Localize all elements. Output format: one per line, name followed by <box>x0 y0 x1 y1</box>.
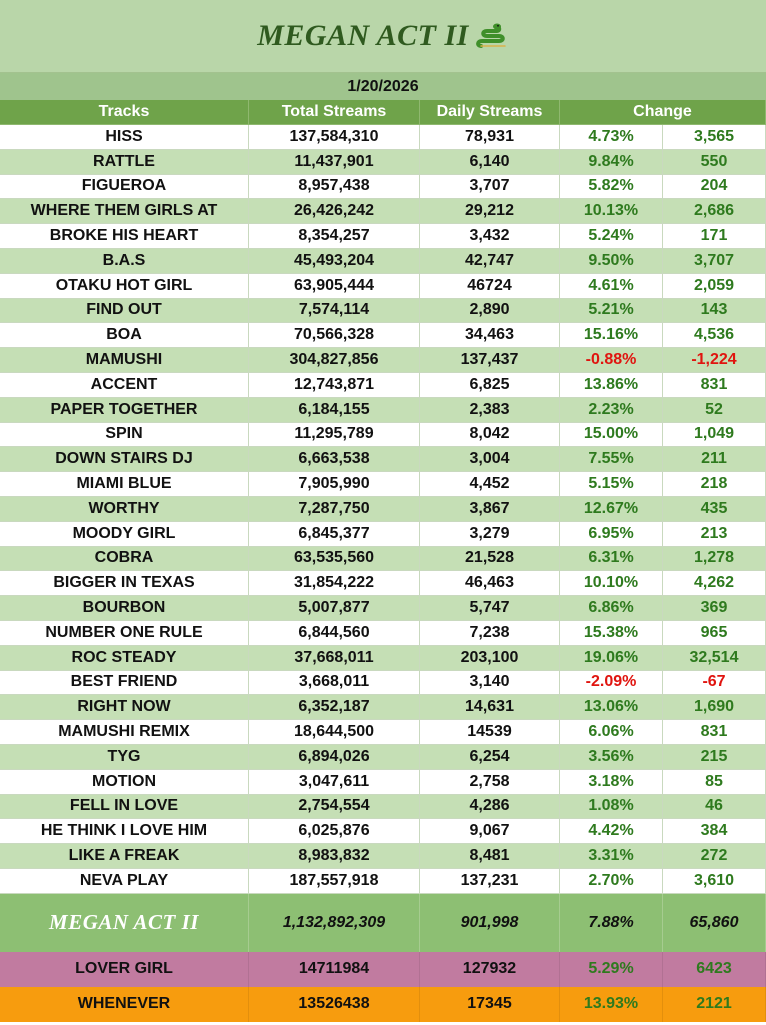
track-name: BIGGER IN TEXAS <box>0 571 249 596</box>
change-pct: 9.50% <box>560 249 663 274</box>
total-streams: 7,287,750 <box>249 497 420 522</box>
page-title: MEGAN ACT II <box>257 19 469 52</box>
total-streams: 11,437,901 <box>249 150 420 175</box>
change-pct: 13.86% <box>560 373 663 398</box>
table-row <box>0 522 766 547</box>
track-name: BOURBON <box>0 596 249 621</box>
table-row <box>0 547 766 572</box>
change-pct: 4.73% <box>560 125 663 150</box>
track-name: FELL IN LOVE <box>0 795 249 820</box>
track-name: WORTHY <box>0 497 249 522</box>
change-delta: 213 <box>663 522 766 547</box>
daily-streams: 3,432 <box>420 224 560 249</box>
total-streams: 304,827,856 <box>249 348 420 373</box>
track-name: BOA <box>0 323 249 348</box>
total-streams: 6,844,560 <box>249 621 420 646</box>
daily-streams: 137,437 <box>420 348 560 373</box>
change-delta: 369 <box>663 596 766 621</box>
table-row <box>0 571 766 596</box>
table-row <box>0 745 766 770</box>
daily-streams-sum: 901,998 <box>420 894 560 952</box>
track-name: RIGHT NOW <box>0 695 249 720</box>
change-pct: 5.15% <box>560 472 663 497</box>
change-delta: 204 <box>663 175 766 200</box>
table-row <box>0 497 766 522</box>
total-streams: 7,574,114 <box>249 299 420 324</box>
change-delta: 2,059 <box>663 274 766 299</box>
track-name: HISS <box>0 125 249 150</box>
table-row <box>0 695 766 720</box>
table-row <box>0 447 766 472</box>
daily-streams: 46724 <box>420 274 560 299</box>
table-row <box>0 819 766 844</box>
table-row <box>0 323 766 348</box>
change-delta: 1,278 <box>663 547 766 572</box>
total-streams: 6,352,187 <box>249 695 420 720</box>
track-name: NEVA PLAY <box>0 869 249 894</box>
change-delta: 4,262 <box>663 571 766 596</box>
daily-streams: 4,286 <box>420 795 560 820</box>
total-streams: 5,007,877 <box>249 596 420 621</box>
title-bar <box>0 0 766 73</box>
daily-streams: 3,279 <box>420 522 560 547</box>
total-streams: 31,854,222 <box>249 571 420 596</box>
change-delta: 85 <box>663 770 766 795</box>
extra-delta: 2121 <box>663 987 766 1022</box>
total-change-delta: 65,860 <box>663 894 766 952</box>
daily-streams: 21,528 <box>420 547 560 572</box>
extra-total: 13526438 <box>249 987 420 1022</box>
table-row <box>0 596 766 621</box>
change-pct: 15.00% <box>560 423 663 448</box>
date-row <box>0 73 766 100</box>
track-name: B.A.S <box>0 249 249 274</box>
track-name: MOTION <box>0 770 249 795</box>
table-row <box>0 274 766 299</box>
change-pct: 12.67% <box>560 497 663 522</box>
daily-streams: 46,463 <box>420 571 560 596</box>
extra-row-lover-girl <box>0 952 766 987</box>
extra-total: 14711984 <box>249 952 420 987</box>
extra-daily: 17345 <box>420 987 560 1022</box>
total-streams: 63,905,444 <box>249 274 420 299</box>
change-delta: 32,514 <box>663 646 766 671</box>
daily-streams: 3,140 <box>420 671 560 696</box>
table-row <box>0 348 766 373</box>
change-pct: 3.56% <box>560 745 663 770</box>
table-row <box>0 175 766 200</box>
change-delta: 215 <box>663 745 766 770</box>
table-row <box>0 199 766 224</box>
total-streams: 8,354,257 <box>249 224 420 249</box>
change-delta: -67 <box>663 671 766 696</box>
daily-streams: 7,238 <box>420 621 560 646</box>
extra-pct: 13.93% <box>560 987 663 1022</box>
change-pct: 10.10% <box>560 571 663 596</box>
table-row <box>0 646 766 671</box>
daily-streams: 9,067 <box>420 819 560 844</box>
daily-streams: 42,747 <box>420 249 560 274</box>
change-pct: 5.24% <box>560 224 663 249</box>
total-streams: 37,668,011 <box>249 646 420 671</box>
change-delta: 550 <box>663 150 766 175</box>
total-streams: 3,047,611 <box>249 770 420 795</box>
table-row <box>0 249 766 274</box>
change-pct: 2.70% <box>560 869 663 894</box>
track-name: OTAKU HOT GIRL <box>0 274 249 299</box>
daily-streams: 203,100 <box>420 646 560 671</box>
track-name: MAMUSHI <box>0 348 249 373</box>
table-row <box>0 423 766 448</box>
track-name: MOODY GIRL <box>0 522 249 547</box>
total-streams: 137,584,310 <box>249 125 420 150</box>
table-row <box>0 472 766 497</box>
track-name: BEST FRIEND <box>0 671 249 696</box>
daily-streams: 29,212 <box>420 199 560 224</box>
total-streams: 18,644,500 <box>249 720 420 745</box>
total-streams: 11,295,789 <box>249 423 420 448</box>
change-pct: 19.06% <box>560 646 663 671</box>
change-pct: 2.23% <box>560 398 663 423</box>
table-row <box>0 671 766 696</box>
change-delta: 3,565 <box>663 125 766 150</box>
daily-streams: 3,707 <box>420 175 560 200</box>
total-streams: 7,905,990 <box>249 472 420 497</box>
track-name: BROKE HIS HEART <box>0 224 249 249</box>
change-pct: 3.18% <box>560 770 663 795</box>
change-delta: 384 <box>663 819 766 844</box>
daily-streams: 14,631 <box>420 695 560 720</box>
track-name: PAPER TOGETHER <box>0 398 249 423</box>
total-streams: 70,566,328 <box>249 323 420 348</box>
header-tracks: Tracks <box>0 100 249 125</box>
track-name: SPIN <box>0 423 249 448</box>
daily-streams: 3,867 <box>420 497 560 522</box>
daily-streams: 137,231 <box>420 869 560 894</box>
daily-streams: 2,383 <box>420 398 560 423</box>
change-delta: 3,610 <box>663 869 766 894</box>
table-row <box>0 224 766 249</box>
total-streams: 8,983,832 <box>249 844 420 869</box>
total-streams: 6,184,155 <box>249 398 420 423</box>
total-streams: 63,535,560 <box>249 547 420 572</box>
date-label: 1/20/2026 <box>347 77 419 95</box>
extra-row-whenever <box>0 987 766 1022</box>
daily-streams: 6,825 <box>420 373 560 398</box>
extra-delta: 6423 <box>663 952 766 987</box>
change-pct: 7.55% <box>560 447 663 472</box>
change-delta: 3,707 <box>663 249 766 274</box>
track-name: DOWN STAIRS DJ <box>0 447 249 472</box>
change-delta: 46 <box>663 795 766 820</box>
total-row <box>0 894 766 952</box>
table-row <box>0 373 766 398</box>
change-delta: 171 <box>663 224 766 249</box>
table-row <box>0 621 766 646</box>
change-delta: 211 <box>663 447 766 472</box>
extra-track: WHENEVER <box>0 987 249 1022</box>
change-delta: 52 <box>663 398 766 423</box>
daily-streams: 8,042 <box>420 423 560 448</box>
table-row <box>0 795 766 820</box>
total-change-pct: 7.88% <box>560 894 663 952</box>
table-row <box>0 720 766 745</box>
change-pct: 10.13% <box>560 199 663 224</box>
track-name: WHERE THEM GIRLS AT <box>0 199 249 224</box>
daily-streams: 14539 <box>420 720 560 745</box>
table-row <box>0 125 766 150</box>
total-streams: 12,743,871 <box>249 373 420 398</box>
track-name: FIND OUT <box>0 299 249 324</box>
change-pct: -2.09% <box>560 671 663 696</box>
change-pct: 6.31% <box>560 547 663 572</box>
total-streams: 187,557,918 <box>249 869 420 894</box>
track-rows <box>0 125 766 894</box>
change-delta: 435 <box>663 497 766 522</box>
extra-pct: 5.29% <box>560 952 663 987</box>
track-name: NUMBER ONE RULE <box>0 621 249 646</box>
change-pct: 6.86% <box>560 596 663 621</box>
daily-streams: 5,747 <box>420 596 560 621</box>
total-streams: 2,754,554 <box>249 795 420 820</box>
track-name: COBRA <box>0 547 249 572</box>
table-row <box>0 299 766 324</box>
change-delta: 1,690 <box>663 695 766 720</box>
change-pct: 4.42% <box>560 819 663 844</box>
change-pct: 13.06% <box>560 695 663 720</box>
change-delta: 272 <box>663 844 766 869</box>
total-streams: 6,845,377 <box>249 522 420 547</box>
change-pct: 3.31% <box>560 844 663 869</box>
total-streams: 6,025,876 <box>249 819 420 844</box>
change-delta: 143 <box>663 299 766 324</box>
change-delta: 831 <box>663 373 766 398</box>
change-delta: 2,686 <box>663 199 766 224</box>
total-streams: 3,668,011 <box>249 671 420 696</box>
track-name: LIKE A FREAK <box>0 844 249 869</box>
track-name: HE THINK I LOVE HIM <box>0 819 249 844</box>
change-pct: 5.82% <box>560 175 663 200</box>
table-row <box>0 869 766 894</box>
table-row <box>0 150 766 175</box>
total-streams: 26,426,242 <box>249 199 420 224</box>
change-delta: -1,224 <box>663 348 766 373</box>
change-pct: 15.16% <box>560 323 663 348</box>
change-pct: -0.88% <box>560 348 663 373</box>
total-streams-sum: 1,132,892,309 <box>249 894 420 952</box>
total-streams: 45,493,204 <box>249 249 420 274</box>
header-row <box>0 100 766 125</box>
change-pct: 15.38% <box>560 621 663 646</box>
change-pct: 1.08% <box>560 795 663 820</box>
change-delta: 218 <box>663 472 766 497</box>
header-change: Change <box>560 100 766 125</box>
change-pct: 6.06% <box>560 720 663 745</box>
total-streams: 6,894,026 <box>249 745 420 770</box>
track-name: ROC STEADY <box>0 646 249 671</box>
change-delta: 965 <box>663 621 766 646</box>
track-name: MIAMI BLUE <box>0 472 249 497</box>
change-delta: 1,049 <box>663 423 766 448</box>
change-pct: 6.95% <box>560 522 663 547</box>
change-pct: 5.21% <box>560 299 663 324</box>
daily-streams: 4,452 <box>420 472 560 497</box>
snake-icon <box>475 22 509 50</box>
change-pct: 4.61% <box>560 274 663 299</box>
track-name: MAMUSHI REMIX <box>0 720 249 745</box>
daily-streams: 2,758 <box>420 770 560 795</box>
header-total-streams: Total Streams <box>249 100 420 125</box>
daily-streams: 2,890 <box>420 299 560 324</box>
track-name: TYG <box>0 745 249 770</box>
daily-streams: 8,481 <box>420 844 560 869</box>
daily-streams: 3,004 <box>420 447 560 472</box>
extra-daily: 127932 <box>420 952 560 987</box>
change-delta: 831 <box>663 720 766 745</box>
daily-streams: 6,140 <box>420 150 560 175</box>
track-name: FIGUEROA <box>0 175 249 200</box>
change-delta: 4,536 <box>663 323 766 348</box>
table-row <box>0 770 766 795</box>
daily-streams: 6,254 <box>420 745 560 770</box>
header-daily-streams: Daily Streams <box>420 100 560 125</box>
daily-streams: 78,931 <box>420 125 560 150</box>
table-row <box>0 398 766 423</box>
total-streams: 6,663,538 <box>249 447 420 472</box>
track-name: ACCENT <box>0 373 249 398</box>
track-name: RATTLE <box>0 150 249 175</box>
total-label: MEGAN ACT II <box>0 894 249 952</box>
total-streams: 8,957,438 <box>249 175 420 200</box>
extra-track: LOVER GIRL <box>0 952 249 987</box>
daily-streams: 34,463 <box>420 323 560 348</box>
change-pct: 9.84% <box>560 150 663 175</box>
table-row <box>0 844 766 869</box>
